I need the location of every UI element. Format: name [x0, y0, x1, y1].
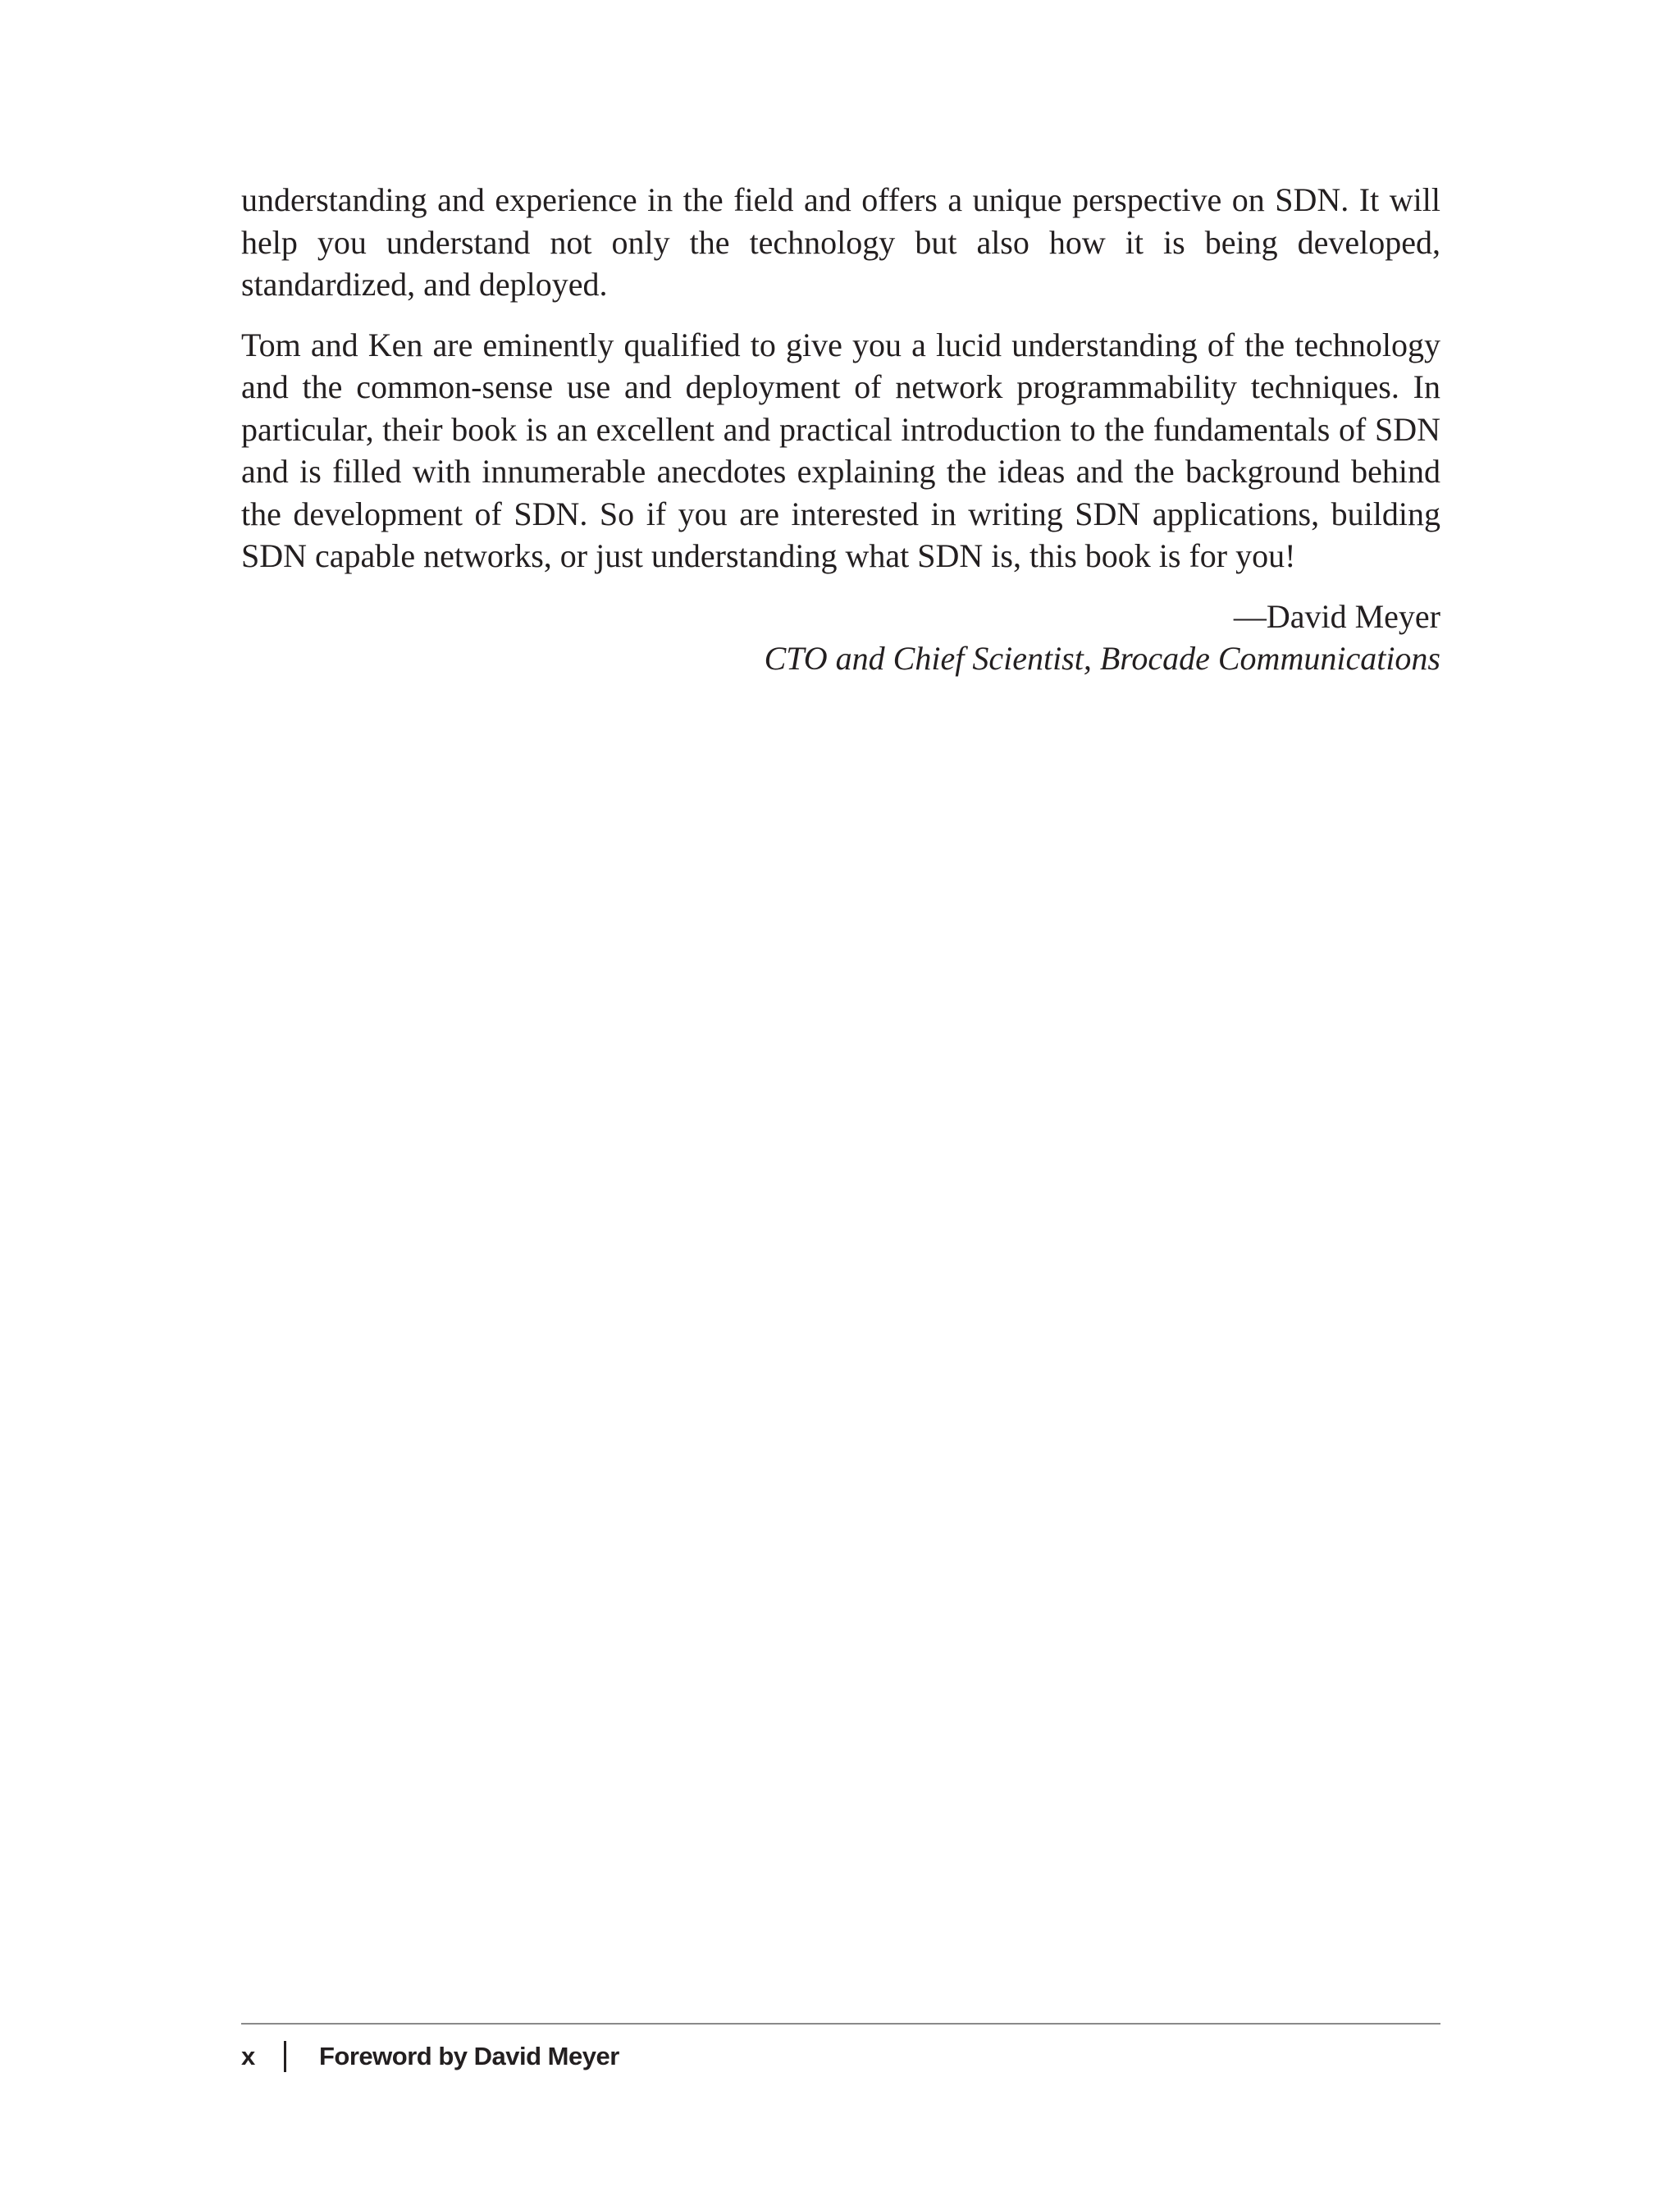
page-footer	[241, 2036, 619, 2077]
paragraph-1: understanding and experience in the field and offers a unique perspective on SDN. It will help you understand not only the technology but also how it is being developed, standardized, and deployed.	[241, 181, 1440, 303]
signature-name: —David Meyer	[1233, 597, 1440, 635]
signature-block	[241, 596, 1440, 680]
paragraph-2: Tom and Ken are eminently qualified to give you a lucid understanding of the technology and the common-sense use and deployment of network programmability techniques. In particular, their book is an excellent and practical introduction to the fundamentals of SDN and is filled with innumerable anecdotes explaining the ideas and the background behind the development of SDN. So if you are interested in writing SDN applications, building SDN capable networks, or just understanding what SDN is, this book is for you!	[241, 326, 1440, 574]
footer-separator	[284, 2041, 286, 2072]
foreword-text	[241, 179, 1440, 680]
footer-divider	[241, 2023, 1440, 2025]
page-number: x	[241, 2042, 255, 2070]
running-footer-title: Foreword by David Meyer	[319, 2042, 619, 2070]
signature-role: CTO and Chief Scientist, Brocade Communications	[764, 640, 1440, 677]
